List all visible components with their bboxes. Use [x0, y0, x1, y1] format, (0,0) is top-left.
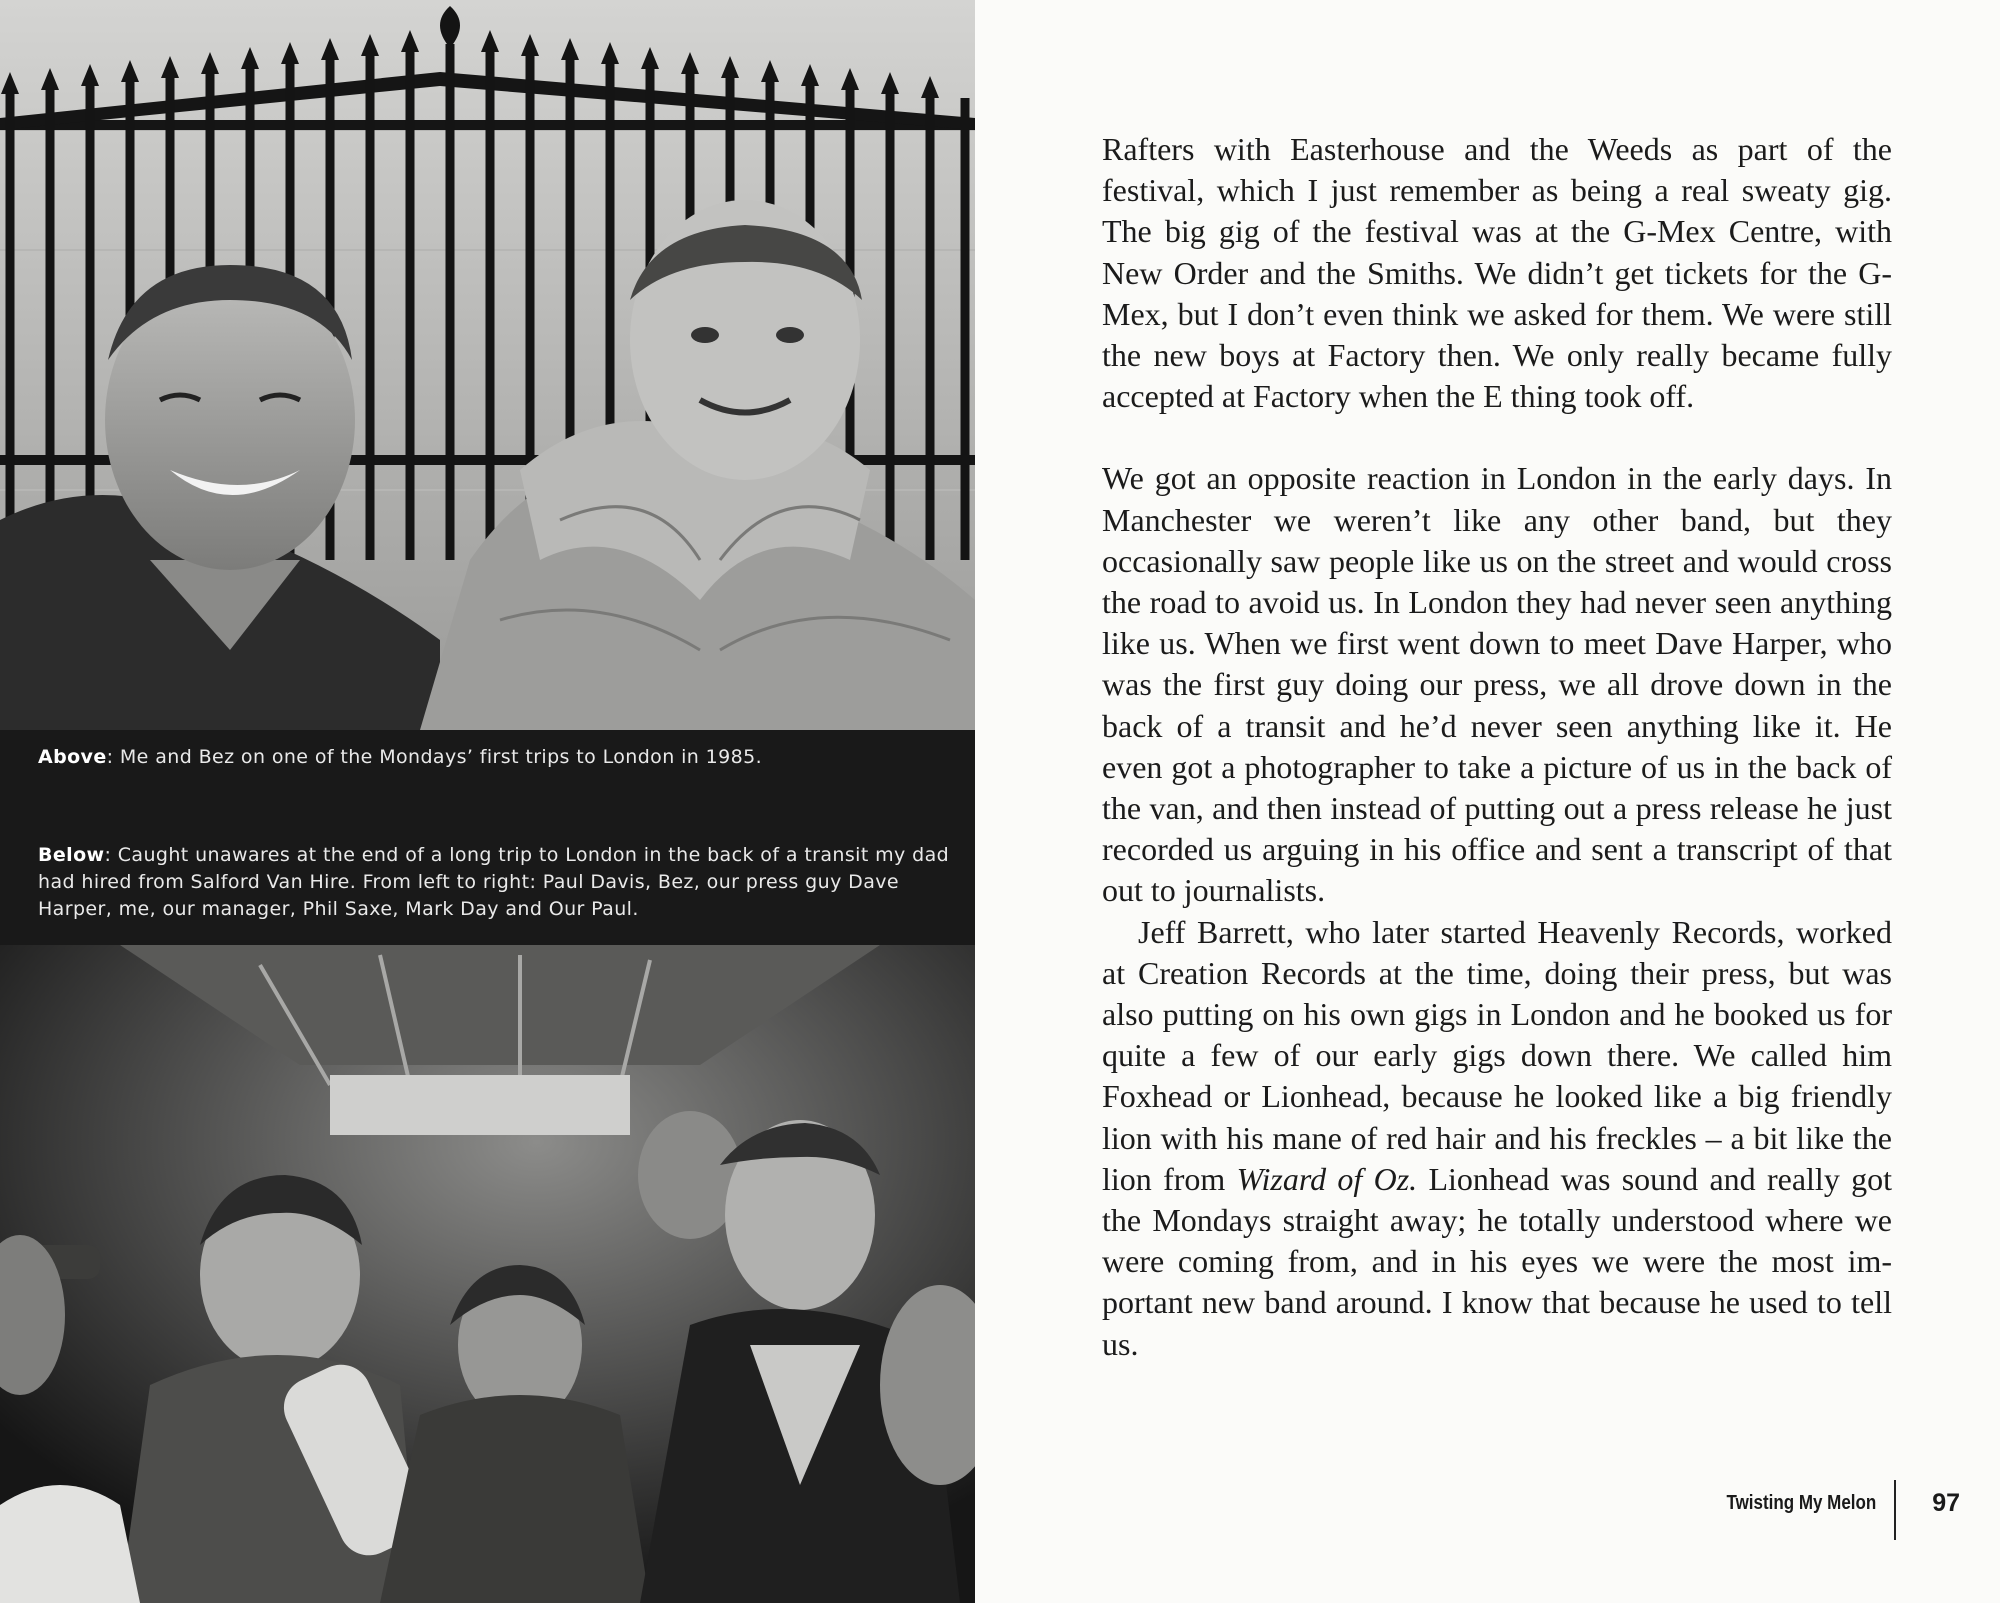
paragraph-3-title: Wizard of Oz.	[1236, 1160, 1418, 1197]
paragraph-3	[1102, 912, 1892, 1365]
running-head: Twisting My Melon	[1726, 1492, 1876, 1514]
paragraph-1: Rafters with Easterhouse and the Weeds as part of the festival, which I just remember as being a real sweaty gig. The big gig of the festival was at the G-Mex Centre, with New Order and the Smiths. We didn’t get tickets for the G-Mex, but I don’t even think we asked for them. We were still the new boys at Factory then. We only really became fully accepted at Factory when the E thing took off.	[1102, 131, 1892, 415]
caption-band	[0, 730, 975, 945]
left-page	[0, 0, 975, 1603]
footer-divider	[1894, 1480, 1896, 1540]
caption-above-label: Above	[38, 746, 107, 768]
page-footer	[1600, 1480, 1960, 1540]
caption-below-label: Below	[38, 844, 105, 866]
caption-below	[38, 842, 968, 923]
photo-below	[0, 945, 975, 1603]
page-number: 97	[1932, 1489, 1960, 1517]
caption-below-text: : Caught unawares at the end of a long trip to London in the back of a transit my dad had hired from Salford Van Hire. From left to right: Paul Davis, Bez, our press guy Dave Harper, me, our manager, Phil Saxe, Mark Day and Our Paul.	[38, 844, 950, 920]
caption-above-text: : Me and Bez on one of the Mondays’ first trips to London in 1985.	[106, 746, 763, 768]
body-text	[1102, 129, 1892, 1365]
caption-above	[38, 744, 968, 771]
paragraph-3-end: Lionhead was sound and really got the Mondays straight away; he totally understood where we were coming from, and in his eyes we were the most important new band around. I know that because he used to tell us.	[1102, 1160, 1893, 1362]
paragraph-3-start: Jeff Barrett, who later started Heavenly Records, worked at Creation Records at the time, doing their press, but was also putting on his own gigs in London and he booked us for quite a few of our early gigs down there. We called him Foxhead or Lionhead, because he looked like a big friendly lion with his mane of red hair and his freckles – a bit like the lion from	[1102, 913, 1892, 1197]
photo-above	[0, 0, 975, 730]
paragraph-2: We got an opposite reaction in London in the early days. In Manchester we weren’t like any other band, but they occasionally saw people like us on the street and would cross the road to avoid us. In London they had never seen anything like us. When we first went down to meet Dave Harper, who was the first guy doing our press, we all drove down in the back of a transit and he’d never seen anything like it. He even got a photographer to take a picture of us in the back of the van, and then instead of putting out a press release he just recorded us arguing in his office and sent a transcript of that out to journalists.	[1102, 460, 1892, 909]
